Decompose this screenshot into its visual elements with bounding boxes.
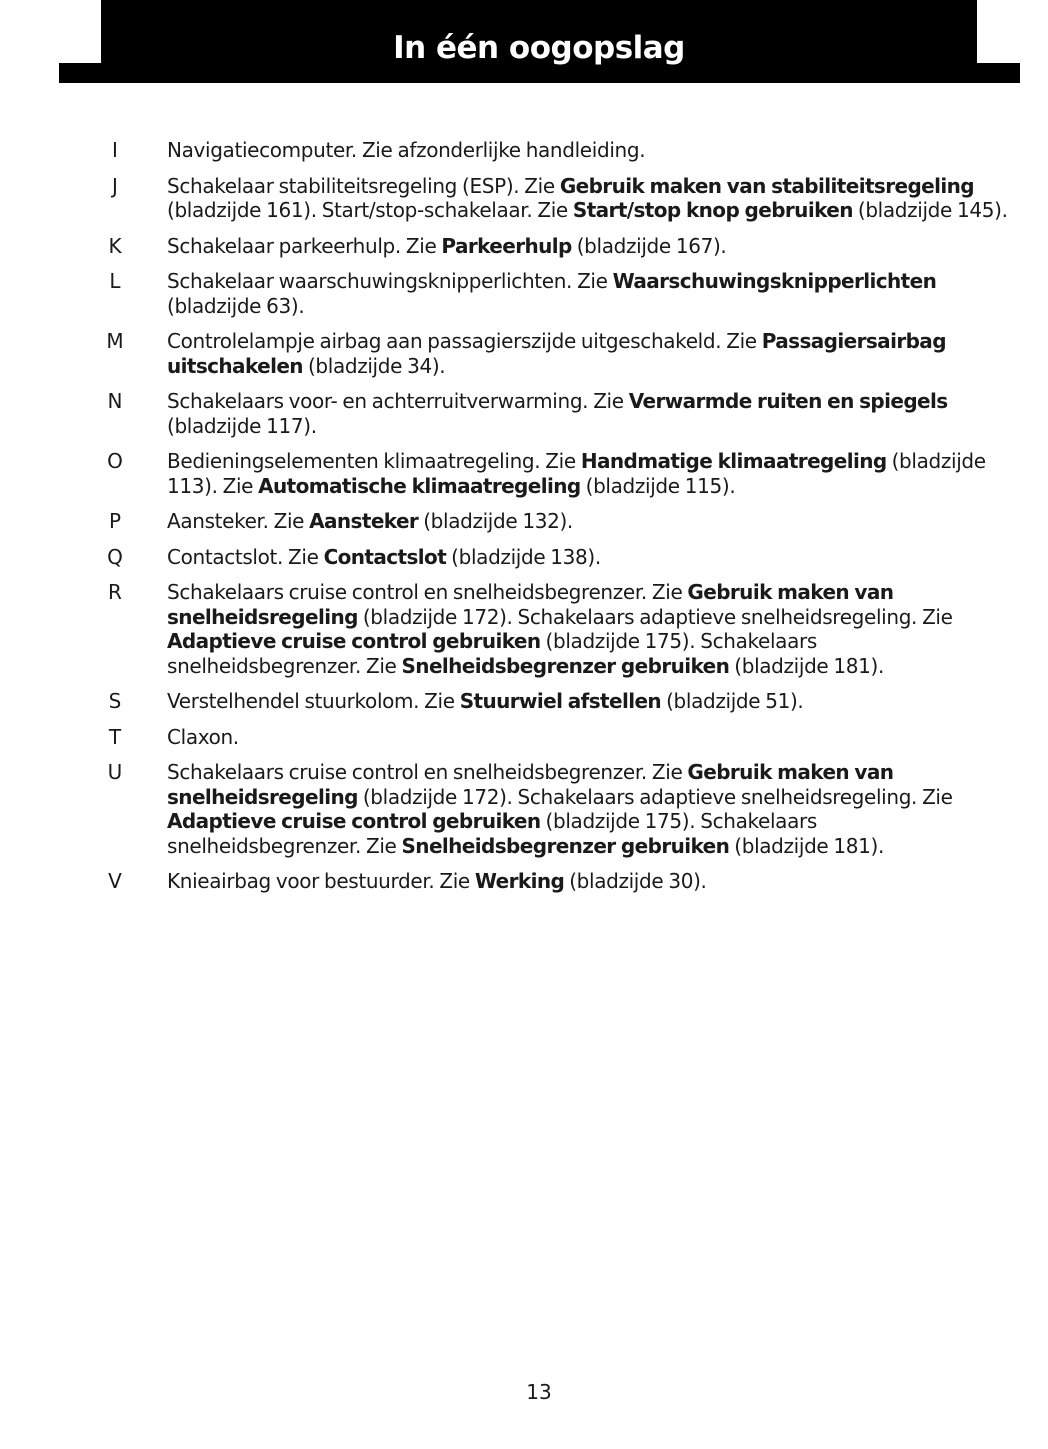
legend-letter: T — [108, 724, 122, 749]
cross-reference: Verwarmde ruiten en spiegels — [628, 389, 948, 413]
legend-item — [0, 760, 1048, 858]
description-text: Schakelaars cruise control en snelheidsbegrenzer. Zie — [167, 760, 688, 784]
legend-description — [167, 389, 1012, 438]
cross-reference: Aansteker — [309, 509, 419, 533]
cross-reference: Adaptieve cruise control gebruiken — [167, 629, 541, 653]
legend-description — [167, 449, 1012, 498]
legend-letter: K — [108, 233, 122, 258]
description-text: (bladzijde 138). — [446, 544, 601, 569]
legend-letter: Q — [107, 544, 123, 569]
legend-description — [167, 580, 1012, 678]
description-text: (bladzijde 161). Start/stop-schakelaar. Zie — [167, 198, 573, 222]
description-text: Schakelaar parkeerhulp. Zie — [167, 233, 442, 258]
description-text: Schakelaar stabiliteitsregeling (ESP). Zie — [167, 173, 560, 198]
description-text: (bladzijde 145). — [852, 198, 1008, 222]
cross-reference: Gebruik maken van snelheidsregeling — [167, 580, 894, 629]
cross-reference: Automatische klimaatregeling — [258, 473, 581, 498]
cross-reference: Werking — [474, 869, 565, 893]
legend-description — [167, 234, 1012, 259]
legend-item — [0, 689, 1048, 714]
cross-reference: Stuurwiel afstellen — [459, 689, 662, 713]
legend-letter: O — [107, 449, 123, 473]
description-text: Knieairbag voor bestuurder. Zie — [167, 869, 475, 893]
legend-letter: S — [108, 689, 122, 713]
description-text: Schakelaars voor- en achterruitverwarming. Zie — [167, 389, 629, 413]
page-number: 13 — [526, 1380, 552, 1404]
description-text: Schakelaar waarschuwingsknipperlichten. Zie — [167, 269, 613, 293]
cross-reference: Gebruik maken van snelheidsregeling — [167, 760, 894, 809]
legend-description — [167, 174, 1012, 223]
description-text: (bladzijde 181). — [729, 653, 884, 678]
legend-letter: N — [107, 389, 123, 413]
legend-item — [0, 389, 1048, 438]
description-text: (bladzijde 175). Schakelaars snelheidsbegrenzer. Zie — [167, 809, 817, 858]
legend-letter: U — [107, 760, 123, 784]
legend-description — [167, 269, 1012, 318]
description-text: Aansteker. Zie — [167, 509, 310, 533]
description-text: Bedieningselementen klimaatregeling. Zie — [167, 449, 581, 473]
description-text: Schakelaars cruise control en snelheidsbegrenzer. Zie — [167, 580, 688, 604]
description-text: Navigatiecomputer. Zie afzonderlijke handleiding. — [167, 138, 646, 162]
description-text: (bladzijde 172). Schakelaars adaptieve snelheidsregeling. Zie — [357, 784, 953, 809]
legend-description — [167, 545, 1012, 570]
legend-item — [0, 545, 1048, 570]
page-title: In één oogopslag — [393, 30, 685, 66]
cross-reference: Start/stop knop gebruiken — [572, 198, 853, 222]
description-text: (bladzijde 132). — [418, 509, 573, 533]
legend-letter: R — [108, 580, 122, 604]
description-text: (bladzijde 115). — [580, 473, 736, 498]
cross-reference: Snelheidsbegrenzer gebruiken — [401, 833, 730, 858]
legend-letter: I — [112, 138, 118, 162]
cross-reference: Passagiersairbag uitschakelen — [167, 329, 946, 378]
cross-reference: Gebruik maken van stabiliteitsregeling — [559, 173, 974, 198]
legend-description — [167, 138, 1012, 163]
description-text: (bladzijde 30). — [564, 869, 707, 893]
legend-letter: J — [112, 173, 118, 198]
legend-description — [167, 760, 1012, 858]
description-text: Verstelhendel stuurkolom. Zie — [167, 689, 460, 713]
description-text: (bladzijde 175). Schakelaars snelheidsbegrenzer. Zie — [167, 629, 817, 678]
cross-reference: Parkeerhulp — [441, 233, 572, 258]
legend-item — [0, 580, 1048, 678]
legend-item — [0, 138, 1048, 163]
cross-reference: Adaptieve cruise control gebruiken — [167, 809, 541, 833]
description-text: Controlelampje airbag aan passagierszijde uitgeschakeld. Zie — [167, 329, 762, 353]
legend-list — [0, 138, 1048, 905]
legend-letter: L — [109, 269, 121, 293]
legend-item — [0, 174, 1048, 223]
description-text: (bladzijde 167). — [571, 233, 727, 258]
legend-letter: M — [106, 329, 124, 353]
cross-reference: Handmatige klimaatregeling — [580, 449, 887, 473]
description-text: (bladzijde 172). Schakelaars adaptieve snelheidsregeling. Zie — [357, 604, 953, 629]
legend-description — [167, 689, 1012, 714]
legend-letter: P — [108, 509, 122, 533]
legend-item — [0, 234, 1048, 259]
description-text: (bladzijde 51). — [661, 689, 804, 713]
legend-item — [0, 509, 1048, 534]
cross-reference: Waarschuwingsknipperlichten — [612, 269, 937, 293]
description-text: Claxon. — [167, 724, 239, 749]
description-text: (bladzijde 34). — [302, 353, 446, 378]
description-text: (bladzijde 63). — [167, 293, 305, 318]
description-text: Contactslot. Zie — [167, 544, 324, 569]
legend-description — [167, 725, 1012, 750]
cross-reference: Contactslot — [323, 544, 447, 569]
legend-item — [0, 269, 1048, 318]
legend-description — [167, 509, 1012, 534]
legend-letter: V — [108, 869, 122, 893]
legend-item — [0, 725, 1048, 750]
legend-item — [0, 449, 1048, 498]
description-text: (bladzijde 113). Zie — [167, 449, 986, 498]
cross-reference: Snelheidsbegrenzer gebruiken — [401, 653, 730, 678]
legend-description — [167, 869, 1012, 894]
legend-item — [0, 869, 1048, 894]
description-text: (bladzijde 117). — [167, 413, 317, 438]
description-text: (bladzijde 181). — [729, 833, 884, 858]
legend-description — [167, 329, 1012, 378]
legend-item — [0, 329, 1048, 378]
